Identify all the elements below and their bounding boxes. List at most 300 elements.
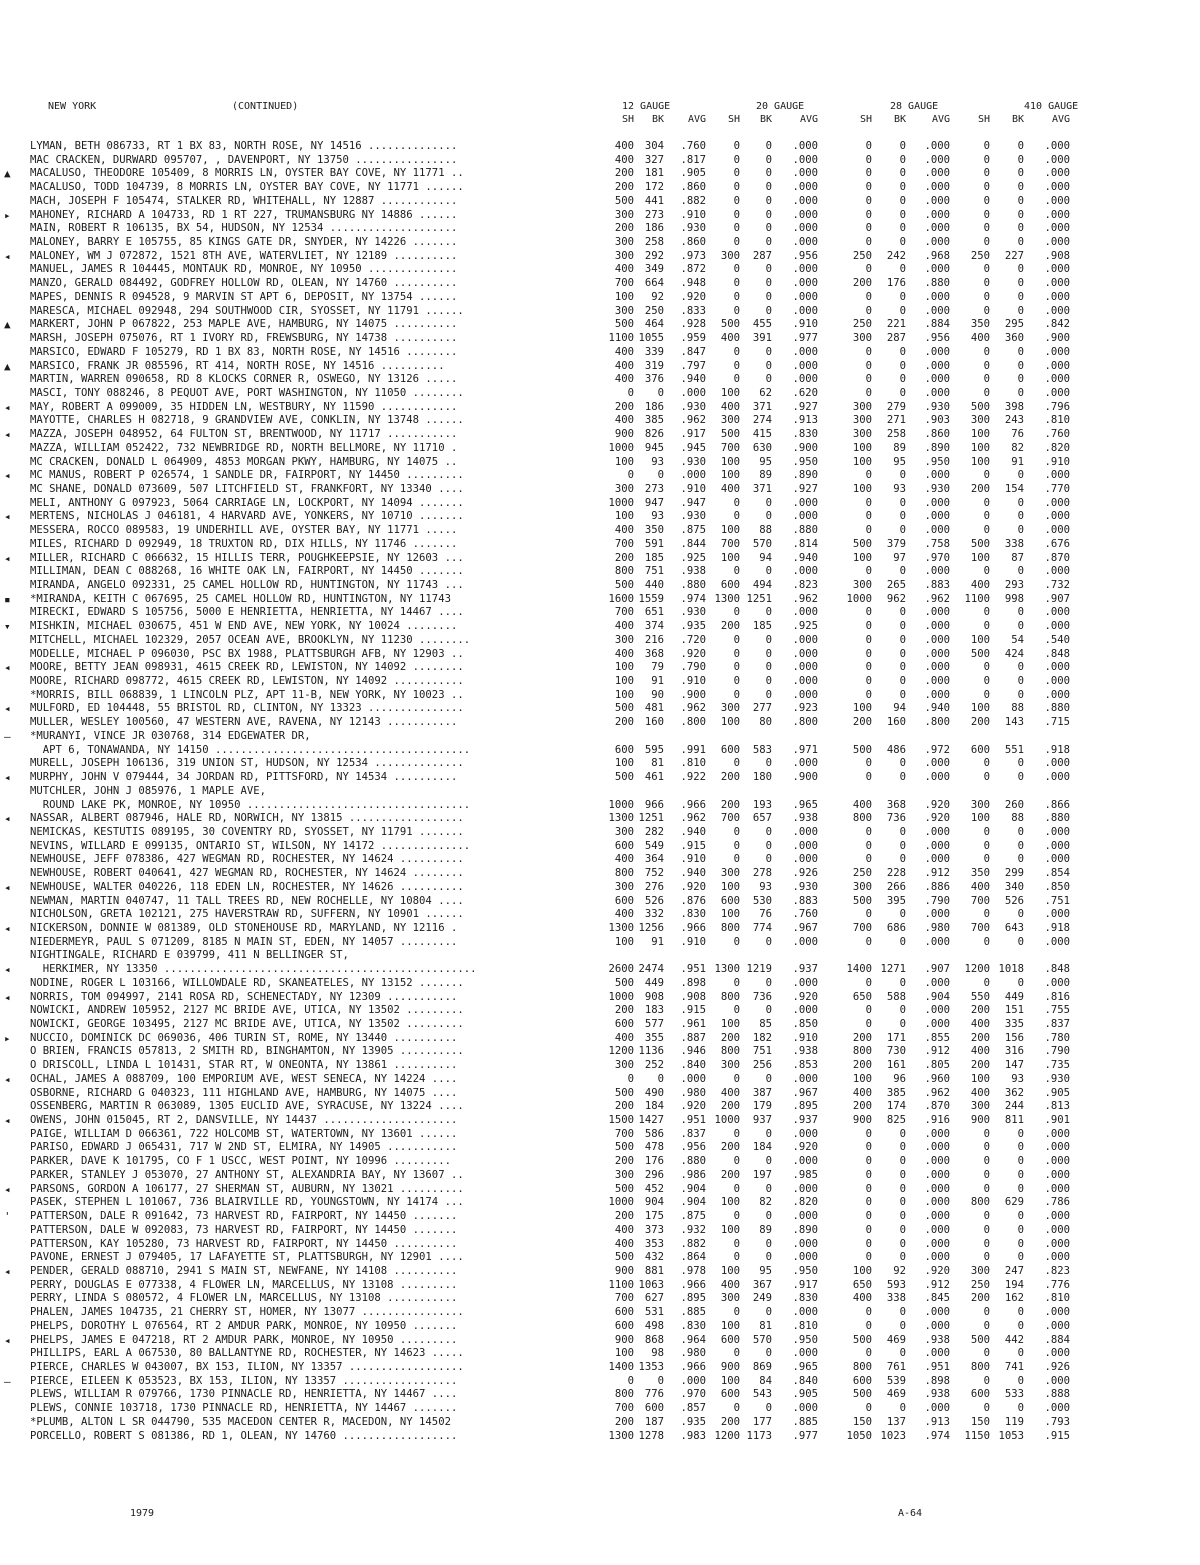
score-cell: .735 [1044, 1059, 1070, 1072]
score-cell: .000 [1044, 290, 1070, 303]
score-cell: 0 [733, 496, 740, 509]
score-cell: .940 [924, 702, 950, 715]
score-cell: .000 [1044, 976, 1070, 989]
score-cell: 200 [720, 1168, 740, 1181]
score-cell: 700 [720, 441, 740, 454]
score-cell: .000 [1044, 1237, 1070, 1250]
score-cell: 500 [614, 579, 634, 591]
score-cell: 0 [765, 304, 772, 317]
score-cell: 0 [733, 853, 740, 866]
score-cell: .000 [924, 153, 950, 166]
score-cell: 0 [899, 510, 906, 523]
score-cell: .973 [680, 249, 706, 262]
score-cell: 0 [733, 140, 740, 152]
score-cell: .000 [792, 263, 818, 276]
score-cell: 300 [720, 867, 740, 880]
score-cell: 93 [759, 880, 772, 893]
score-cell: 0 [983, 263, 990, 276]
score-cell: 0 [899, 496, 906, 509]
score-cell: .810 [680, 757, 706, 770]
score-cell: 415 [752, 428, 772, 441]
score-cell: 85 [759, 1018, 772, 1030]
score-cell: 490 [644, 1086, 664, 1099]
table-row [30, 222, 1140, 236]
table-row [4, 812, 1140, 826]
score-cell: 600 [614, 1018, 634, 1030]
score-cell: 247 [1004, 1264, 1024, 1277]
score-cell: 162 [1004, 1292, 1024, 1305]
score-cell: 0 [1017, 1168, 1024, 1181]
score-cell: 900 [852, 1114, 872, 1127]
score-cell: .000 [792, 1237, 818, 1250]
score-cell: .000 [924, 263, 950, 276]
score-cell: 100 [720, 1264, 740, 1277]
score-cell: .000 [1044, 1347, 1070, 1360]
table-row [30, 1045, 1140, 1059]
score-cell: 100 [970, 812, 990, 825]
score-cell: 962 [886, 592, 906, 605]
score-cell: 700 [970, 921, 990, 934]
score-cell: .000 [1044, 345, 1070, 358]
table-row [30, 895, 1140, 909]
score-cell: .890 [924, 441, 950, 454]
table-row [30, 277, 1140, 291]
score-cell: .000 [792, 1210, 818, 1223]
score-cell: .920 [680, 880, 706, 893]
score-cell: .966 [680, 1360, 706, 1373]
margin-mark: ▪ [4, 592, 11, 606]
score-cell: 94 [759, 551, 772, 564]
score-cell: 296 [644, 1168, 664, 1181]
score-cell: 600 [720, 1388, 740, 1401]
score-cell: .000 [792, 606, 818, 619]
score-cell: 100 [852, 702, 872, 715]
score-cell: 96 [893, 1072, 906, 1085]
shooter-entry: PASEK, STEPHEN L 101067, 736 BLAIRVILLE RD, YOUNGSTOWN, NY 14174 ... [30, 1196, 464, 1209]
score-cell: 0 [627, 1374, 634, 1387]
score-cell: 338 [886, 1292, 906, 1305]
shooter-entry: MIRANDA, ANGELO 092331, 25 CAMEL HOLLOW RD, HUNTINGTON, NY 11743 ... [30, 579, 464, 591]
score-cell: 200 [720, 1031, 740, 1044]
score-cell: .000 [1044, 688, 1070, 701]
score-cell: 0 [865, 661, 872, 674]
score-cell: 200 [970, 1292, 990, 1305]
score-cell: .962 [924, 1086, 950, 1099]
score-cell: .000 [792, 565, 818, 578]
score-cell: 736 [752, 990, 772, 1003]
score-cell: 249 [752, 1292, 772, 1305]
score-cell: 0 [899, 908, 906, 921]
score-cell: 100 [614, 290, 634, 303]
score-cell: 300 [614, 633, 634, 646]
score-cell: 500 [852, 894, 872, 907]
score-cell: 881 [644, 1264, 664, 1277]
score-cell: 387 [752, 1086, 772, 1099]
score-cell: .000 [924, 908, 950, 921]
table-row [4, 702, 1140, 716]
score-cell: 0 [765, 606, 772, 619]
table-row [30, 483, 1140, 497]
score-cell: .000 [792, 1072, 818, 1085]
score-cell: .814 [792, 537, 818, 550]
score-cell: 0 [657, 469, 664, 482]
score-cell: 300 [852, 400, 872, 413]
score-cell: 300 [614, 236, 634, 249]
score-cell: .000 [924, 386, 950, 399]
score-cell: .910 [1044, 455, 1070, 468]
score-cell: 0 [733, 181, 740, 194]
score-cell: 0 [733, 1251, 740, 1264]
score-cell: .974 [924, 1429, 950, 1442]
score-cell: 95 [893, 455, 906, 468]
score-cell: 0 [865, 140, 872, 152]
score-cell: 200 [852, 1059, 872, 1072]
score-cell: 252 [644, 1059, 664, 1072]
shooter-entry: MIRECKI, EDWARD S 105756, 5000 E HENRIETTA, HENRIETTA, NY 14467 .... [30, 606, 464, 619]
score-cell: 400 [852, 1292, 872, 1305]
score-cell: 400 [970, 1018, 990, 1030]
score-cell: .904 [680, 1196, 706, 1209]
score-cell: 461 [644, 771, 664, 784]
score-cell: .986 [680, 1168, 706, 1181]
score-cell: 500 [852, 1388, 872, 1401]
shooter-entry: MAYOTTE, CHARLES H 082718, 9 GRANDVIEW AVE, CONKLIN, NY 13748 ...... [30, 414, 464, 427]
score-cell: 0 [1017, 469, 1024, 482]
score-cell: 0 [865, 208, 872, 221]
table-row [30, 538, 1140, 552]
score-cell: 0 [1017, 935, 1024, 948]
shooter-entry: PLEWS, WILLIAM R 079766, 1730 PINNACLE RD, HENRIETTA, NY 14467 .... [30, 1388, 458, 1401]
score-cell: .786 [1044, 1196, 1070, 1209]
score-cell: 0 [899, 1127, 906, 1140]
table-row [30, 1306, 1140, 1320]
shooter-entry: O DRISCOLL, LINDA L 101431, STAR RT, W ONEONTA, NY 13861 .......... [30, 1059, 458, 1072]
score-cell: .880 [1044, 812, 1070, 825]
score-cell: 0 [765, 825, 772, 838]
shooter-entry: PAIGE, WILLIAM D 066361, 722 HOLCOMB ST, WATERTOWN, NY 13601 ...... [30, 1127, 458, 1140]
score-cell: 0 [899, 236, 906, 249]
score-cell: .000 [1044, 469, 1070, 482]
margin-mark: ◂ [4, 702, 11, 716]
score-cell: 277 [752, 702, 772, 715]
score-cell: 0 [733, 1004, 740, 1017]
score-cell: 543 [752, 1388, 772, 1401]
table-row [30, 1430, 1140, 1444]
score-cell: 0 [627, 1072, 634, 1085]
score-cell: .980 [680, 1347, 706, 1360]
score-cell: 1000 [608, 496, 634, 509]
score-cell: 0 [1017, 236, 1024, 249]
score-cell: .965 [792, 1360, 818, 1373]
score-cell: 87 [1011, 551, 1024, 564]
score-cell: 200 [720, 798, 740, 811]
score-cell: 0 [765, 1306, 772, 1319]
score-cell: .926 [1044, 1360, 1070, 1373]
score-cell: 0 [1017, 359, 1024, 372]
score-cell: 180 [752, 771, 772, 784]
score-cell: .000 [1044, 140, 1070, 152]
margin-mark: ◂ [4, 1114, 11, 1128]
score-cell: 100 [614, 510, 634, 523]
shooter-entry: MARKERT, JOHN P 067822, 253 MAPLE AVE, HAMBURG, NY 14075 .......... [30, 318, 458, 331]
shooter-entry: PHELPS, JAMES E 047218, RT 2 AMDUR PARK, MONROE, NY 10950 ......... [30, 1333, 458, 1346]
score-cell: 0 [733, 661, 740, 674]
score-cell: .000 [1044, 524, 1070, 537]
score-cell: 0 [733, 263, 740, 276]
score-cell: 176 [886, 277, 906, 290]
score-cell: 0 [899, 469, 906, 482]
score-cell: .823 [792, 579, 818, 591]
shooter-entry: NEMICKAS, KESTUTIS 089195, 30 COVENTRY RD, SYOSSET, NY 11791 ....... [30, 825, 464, 838]
score-cell: 0 [865, 1168, 872, 1181]
score-cell: 200 [970, 1004, 990, 1017]
score-cell: 0 [1017, 510, 1024, 523]
score-cell: .000 [924, 1155, 950, 1168]
score-cell: .000 [792, 1347, 818, 1360]
score-cell: .000 [924, 1223, 950, 1236]
score-cell: 360 [1004, 332, 1024, 345]
score-cell: 0 [733, 277, 740, 290]
shooter-entry: MOORE, BETTY JEAN 098931, 4615 CREEK RD, LEWISTON, NY 14092 ........ [30, 661, 464, 674]
table-row [4, 592, 1140, 607]
score-cell: 185 [644, 551, 664, 564]
score-cell: .000 [924, 825, 950, 838]
score-cell: 0 [865, 771, 872, 784]
score-cell: 0 [765, 222, 772, 235]
score-cell: 93 [893, 482, 906, 495]
score-cell: 0 [899, 304, 906, 317]
score-cell: 0 [1017, 675, 1024, 688]
score-cell: 193 [752, 798, 772, 811]
score-cell: .938 [924, 1333, 950, 1346]
score-cell: .000 [924, 510, 950, 523]
score-cell: .000 [1044, 853, 1070, 866]
score-cell: 82 [1011, 441, 1024, 454]
score-cell: 0 [899, 757, 906, 770]
score-cell: 0 [1017, 1141, 1024, 1154]
score-cell: 200 [614, 716, 634, 729]
score-cell: .000 [1044, 1374, 1070, 1387]
score-cell: 531 [644, 1306, 664, 1319]
score-cell: 0 [983, 236, 990, 249]
score-cell: 0 [983, 222, 990, 235]
shooter-entry: *MIRANDA, KEITH C 067695, 25 CAMEL HOLLOW RD, HUNTINGTON, NY 11743 [30, 592, 451, 605]
score-cell: 400 [614, 153, 634, 166]
score-cell: .790 [680, 661, 706, 674]
score-cell: .833 [680, 304, 706, 317]
score-cell: 700 [614, 606, 634, 619]
score-cell: .951 [924, 1360, 950, 1373]
score-cell: 945 [644, 441, 664, 454]
score-cell: 400 [970, 579, 990, 591]
table-row [30, 853, 1140, 867]
score-cell: 194 [1004, 1278, 1024, 1291]
score-cell: 0 [983, 194, 990, 207]
margin-mark: ◂ [4, 1333, 11, 1347]
shooter-entry: MILLER, RICHARD C 066632, 15 HILLIS TERR, POUGHKEEPSIE, NY 12603 ... [30, 551, 464, 564]
table-row [30, 1128, 1140, 1142]
score-cell: .760 [792, 908, 818, 921]
score-cell: 998 [1004, 592, 1024, 605]
score-cell: 300 [614, 249, 634, 262]
score-cell: .935 [680, 1415, 706, 1428]
score-cell: 0 [983, 1155, 990, 1168]
score-cell: 686 [886, 921, 906, 934]
score-cell: 0 [983, 304, 990, 317]
score-cell: 338 [1004, 537, 1024, 550]
score-cell: .920 [924, 1264, 950, 1277]
score-cell: 0 [983, 825, 990, 838]
score-cell: 278 [752, 867, 772, 880]
shooter-entry: MANZO, GERALD 084492, GODFREY HOLLOW RD, OLEAN, NY 14760 .......... [30, 277, 458, 290]
score-cell: 187 [644, 1415, 664, 1428]
subheader-avg: AVG [799, 114, 818, 125]
score-cell: 441 [644, 194, 664, 207]
table-row [30, 195, 1140, 209]
score-cell: .940 [680, 867, 706, 880]
score-cell: 424 [1004, 647, 1024, 660]
table-row [30, 675, 1140, 689]
score-cell: 0 [765, 140, 772, 152]
score-cell: .910 [792, 1031, 818, 1044]
score-cell: .950 [924, 455, 950, 468]
score-cell: 432 [644, 1251, 664, 1264]
score-cell: 0 [983, 1251, 990, 1264]
shooter-entry: NUCCIO, DOMINICK DC 069036, 406 TURIN ST, ROME, NY 13440 .......... [30, 1031, 458, 1044]
score-cell: .912 [924, 1045, 950, 1058]
score-cell: .000 [1044, 839, 1070, 852]
score-cell: .000 [792, 304, 818, 317]
score-cell: 279 [886, 400, 906, 413]
table-row [30, 305, 1140, 319]
score-cell: .985 [792, 1168, 818, 1181]
score-cell: .830 [680, 1319, 706, 1332]
score-cell: .940 [792, 551, 818, 564]
score-cell: 0 [865, 1127, 872, 1140]
table-row [30, 181, 1140, 195]
score-cell: 250 [970, 249, 990, 262]
score-cell: .980 [680, 1086, 706, 1099]
score-cell: .901 [1044, 1114, 1070, 1127]
score-cell: .000 [924, 565, 950, 578]
shooter-entry: MURELL, JOSEPH 106136, 319 UNION ST, HUDSON, NY 12534 .............. [30, 757, 464, 770]
shooter-entry: PATTERSON, DALE R 091642, 73 HARVEST RD, FAIRPORT, NY 14450 ....... [30, 1210, 458, 1223]
score-cell: .000 [1044, 908, 1070, 921]
score-cell: .913 [924, 1415, 950, 1428]
table-row [4, 428, 1140, 442]
score-cell: .000 [924, 1402, 950, 1415]
score-cell: 174 [886, 1100, 906, 1113]
score-cell: 600 [720, 743, 740, 756]
score-cell: 1053 [998, 1429, 1024, 1442]
table-row [30, 291, 1140, 305]
score-cell: 0 [983, 208, 990, 221]
score-cell: .962 [680, 414, 706, 427]
margin-mark: ▲ [4, 359, 11, 373]
score-cell: .790 [924, 894, 950, 907]
score-cell: .930 [924, 400, 950, 413]
score-cell: 100 [852, 1264, 872, 1277]
score-cell: 0 [865, 647, 872, 660]
shooter-entry: MARESCA, MICHAEL 092948, 294 SOUTHWOOD CIR, SYOSSET, NY 11791 ...... [30, 304, 464, 317]
score-cell: 0 [899, 359, 906, 372]
shooter-entry: NIGHTINGALE, RICHARD E 039799, 411 N BELLINGER ST, [30, 949, 349, 962]
score-cell: 0 [1017, 386, 1024, 399]
score-cell: .000 [924, 1237, 950, 1250]
score-cell: .890 [792, 1223, 818, 1236]
score-cell: .907 [924, 963, 950, 976]
score-cell: 95 [759, 455, 772, 468]
score-cell: 300 [970, 798, 990, 811]
score-cell: .000 [1044, 277, 1070, 290]
score-cell: .813 [1044, 1100, 1070, 1113]
score-cell: 0 [733, 565, 740, 578]
score-cell: .857 [680, 1402, 706, 1415]
score-cell: 385 [644, 414, 664, 427]
score-cell: 800 [852, 1360, 872, 1373]
score-cell: .000 [1044, 222, 1070, 235]
score-cell: 379 [886, 537, 906, 550]
shooter-entry: NODINE, ROGER L 103166, WILLOWDALE RD, SKANEATELES, NY 13152 ....... [30, 976, 464, 989]
table-row [30, 579, 1140, 593]
score-cell: 539 [886, 1374, 906, 1387]
score-cell: 91 [651, 935, 664, 948]
shooter-entry: PAVONE, ERNEST J 079405, 17 LAFAYETTE ST, PLATTSBURGH, NY 12901 .... [30, 1251, 464, 1264]
score-cell: 0 [733, 510, 740, 523]
score-cell: 353 [644, 1237, 664, 1250]
score-cell: .855 [924, 1031, 950, 1044]
score-cell: 100 [852, 1072, 872, 1085]
score-cell: 0 [1017, 606, 1024, 619]
table-row [30, 977, 1140, 991]
shooter-entry: MERTENS, NICHOLAS J 046181, 4 HARVARD AVE, YONKERS, NY 10710 ....... [30, 510, 464, 523]
score-cell: .842 [1044, 318, 1070, 331]
score-cell: .000 [924, 675, 950, 688]
score-cell: 175 [644, 1210, 664, 1223]
score-cell: 549 [644, 839, 664, 852]
shooter-entry: OSSENBERG, MARTIN R 063089, 1305 EUCLID AVE, SYRACUSE, NY 13224 .... [30, 1100, 464, 1113]
shooter-entry: NOWICKI, GEORGE 103495, 2127 MC BRIDE AVE, UTICA, NY 13502 ......... [30, 1018, 464, 1030]
score-cell: 0 [733, 373, 740, 386]
margin-mark: ◂ [4, 551, 11, 565]
score-cell: 0 [1017, 1223, 1024, 1236]
score-cell: .965 [792, 798, 818, 811]
score-cell: .540 [1044, 633, 1070, 646]
score-cell: 736 [886, 812, 906, 825]
margin-mark: ▾ [4, 620, 11, 634]
score-cell: .910 [680, 482, 706, 495]
shooter-entry: MAZZA, JOSEPH 048952, 64 FULTON ST, BRENTWOOD, NY 11717 ........... [30, 428, 458, 441]
score-cell: .000 [1044, 1182, 1070, 1195]
score-cell: 81 [651, 757, 664, 770]
score-cell: 481 [644, 702, 664, 715]
table-row [30, 716, 1140, 730]
score-cell: 400 [614, 373, 634, 386]
score-cell: 0 [733, 757, 740, 770]
score-cell: 0 [765, 277, 772, 290]
score-cell: 0 [899, 140, 906, 152]
score-cell: 0 [1017, 1127, 1024, 1140]
score-cell: 0 [733, 633, 740, 646]
score-cell: 0 [899, 1196, 906, 1209]
score-cell: 0 [765, 194, 772, 207]
shooter-entry: MULFORD, ED 104448, 55 BRISTOL RD, CLINTON, NY 13323 ............... [30, 702, 464, 715]
score-cell: 100 [614, 1347, 634, 1360]
score-cell: .895 [680, 1292, 706, 1305]
score-cell: .000 [792, 167, 818, 180]
score-cell: .000 [792, 647, 818, 660]
score-cell: 88 [1011, 702, 1024, 715]
